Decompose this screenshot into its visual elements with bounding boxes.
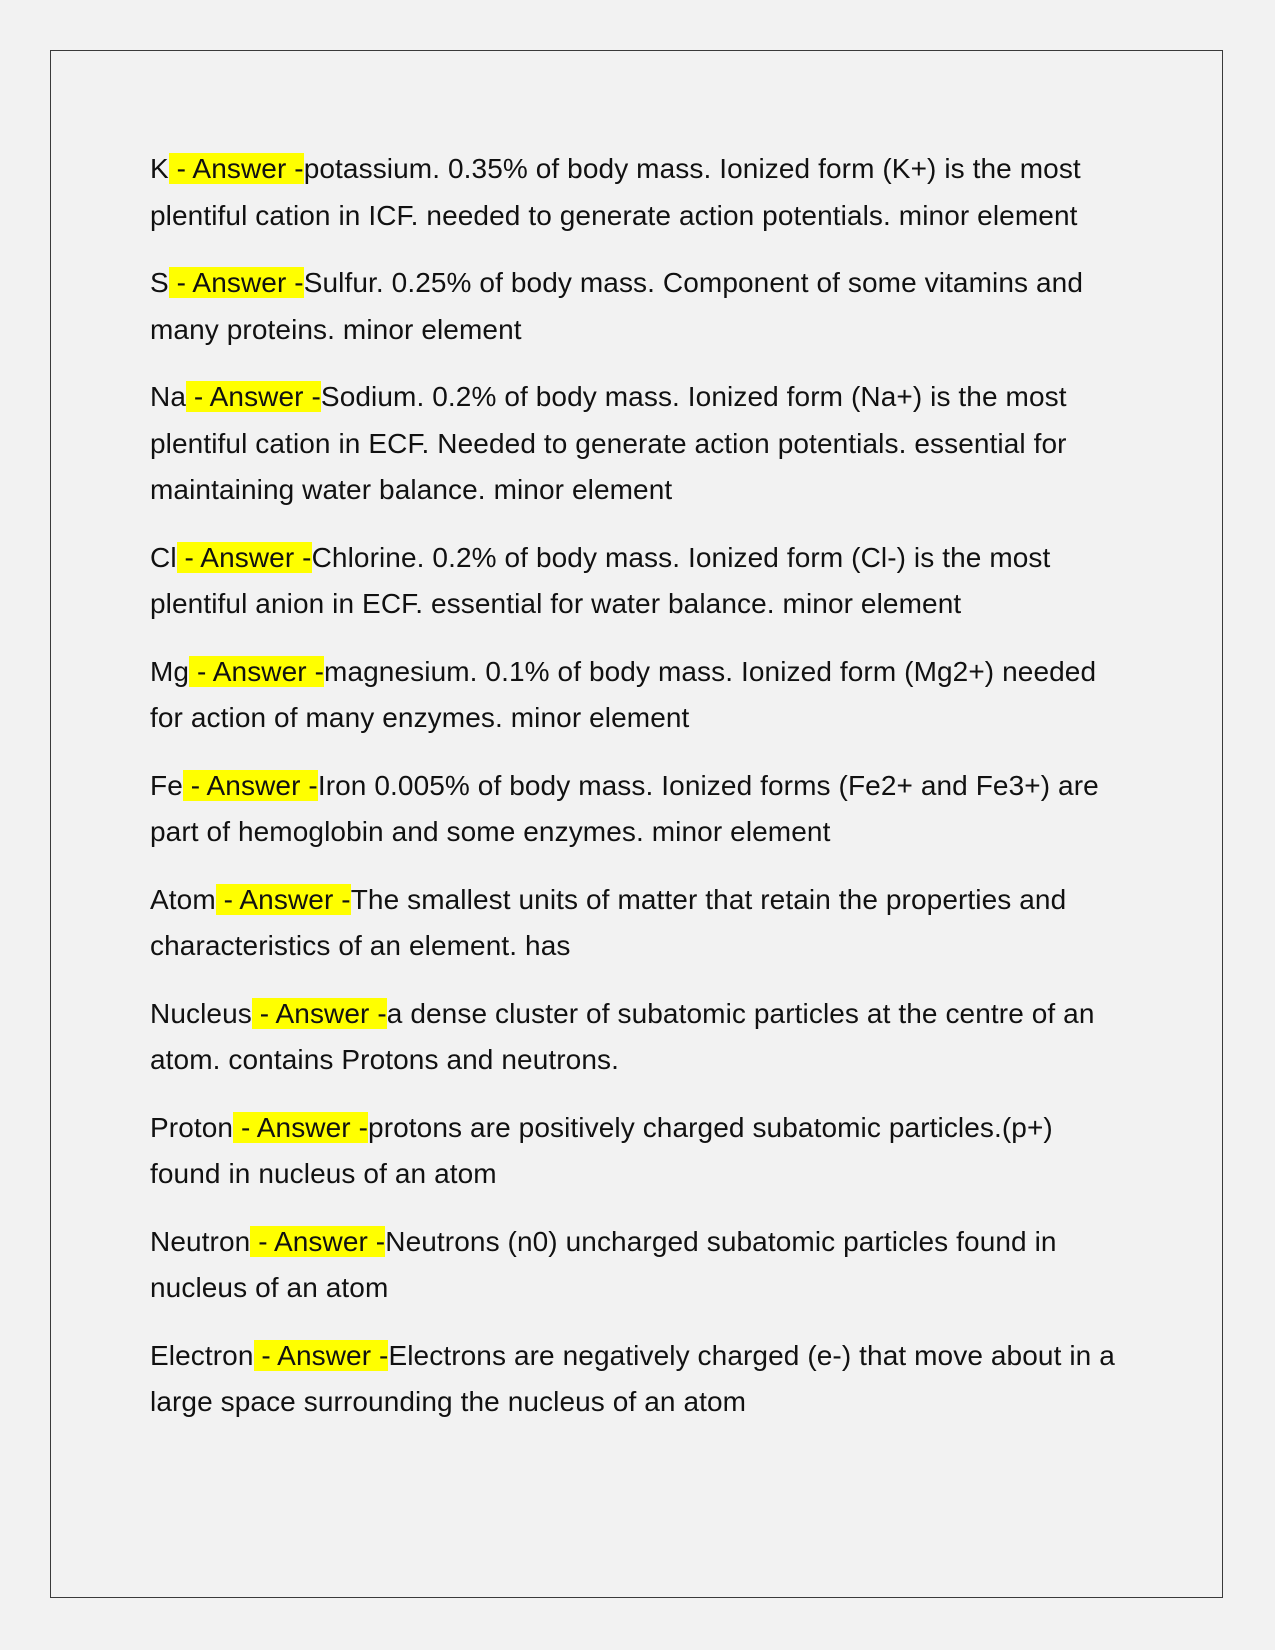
answer-marker: - Answer -	[215, 883, 351, 915]
definition: Iron 0.005% of body mass. Ionized forms (Fe2+ and Fe3+) are part of hemoglobin and some enzymes. minor element	[150, 769, 1099, 847]
qa-entry-neutron	[150, 1219, 1130, 1312]
answer-marker: - Answer -	[253, 1339, 389, 1371]
answer-marker: - Answer -	[189, 655, 325, 687]
term: Proton	[150, 1111, 234, 1143]
answer-marker: - Answer -	[168, 267, 304, 298]
term: Neutron	[150, 1225, 251, 1257]
definition: protons are positively charged subatomic particles.(p+) found in nucleus of an atom	[150, 1111, 1053, 1189]
definition: The smallest units of matter that retain the properties and characteristics of an element. has	[150, 883, 1067, 961]
qa-entry-atom	[150, 877, 1130, 970]
qa-entry-nucleus	[150, 991, 1130, 1084]
term: S	[150, 267, 169, 298]
definition: Neutrons (n0) uncharged subatomic particles found in nucleus of an atom	[150, 1225, 1057, 1303]
qa-entry-proton	[150, 1105, 1130, 1198]
term: Na	[150, 381, 186, 412]
qa-entry-potassium	[150, 146, 1130, 239]
qa-entry-electron	[150, 1333, 1130, 1426]
answer-marker: - Answer -	[182, 769, 318, 801]
term: Electron	[150, 1339, 254, 1371]
definition: Sodium. 0.2% of body mass. Ionized form (Na+) is the most plentiful cation in ECF. Needed to generate action potentials. essential for maintaining water balance. minor element	[150, 381, 1067, 505]
qa-entry-sodium	[150, 374, 1130, 514]
definition: a dense cluster of subatomic particles at the centre of an atom. contains Protons and neutrons.	[150, 997, 1095, 1075]
answer-marker: - Answer -	[186, 381, 321, 412]
answer-marker: - Answer -	[251, 997, 387, 1029]
answer-marker: - Answer -	[250, 1225, 386, 1257]
answer-marker: - Answer -	[168, 153, 304, 184]
term: Fe	[150, 769, 183, 801]
answer-marker: - Answer -	[233, 1111, 369, 1143]
term: K	[150, 153, 169, 184]
term: Nucleus	[150, 997, 252, 1029]
document-body	[150, 146, 1130, 1447]
definition: potassium. 0.35% of body mass. Ionized form (K+) is the most plentiful cation in ICF. needed to generate action potentials. minor element	[150, 153, 1081, 231]
definition: Chlorine. 0.2% of body mass. Ionized form (Cl-) is the most plentiful anion in ECF. essential for water balance. minor element	[150, 541, 1051, 619]
term: Cl	[150, 541, 177, 573]
term: Atom	[150, 883, 216, 915]
qa-entry-chlorine	[150, 535, 1130, 628]
answer-marker: - Answer -	[176, 541, 312, 573]
definition: magnesium. 0.1% of body mass. Ionized form (Mg2+) needed for action of many enzymes. minor element	[150, 655, 1097, 733]
qa-entry-sulfur	[150, 260, 1130, 353]
qa-entry-magnesium	[150, 649, 1130, 742]
term: Mg	[150, 655, 190, 687]
definition: Electrons are negatively charged (e-) that move about in a large space surrounding the nucleus of an atom	[150, 1339, 1115, 1417]
definition: Sulfur. 0.25% of body mass. Component of some vitamins and many proteins. minor element	[150, 267, 1084, 345]
qa-entry-iron	[150, 763, 1130, 856]
